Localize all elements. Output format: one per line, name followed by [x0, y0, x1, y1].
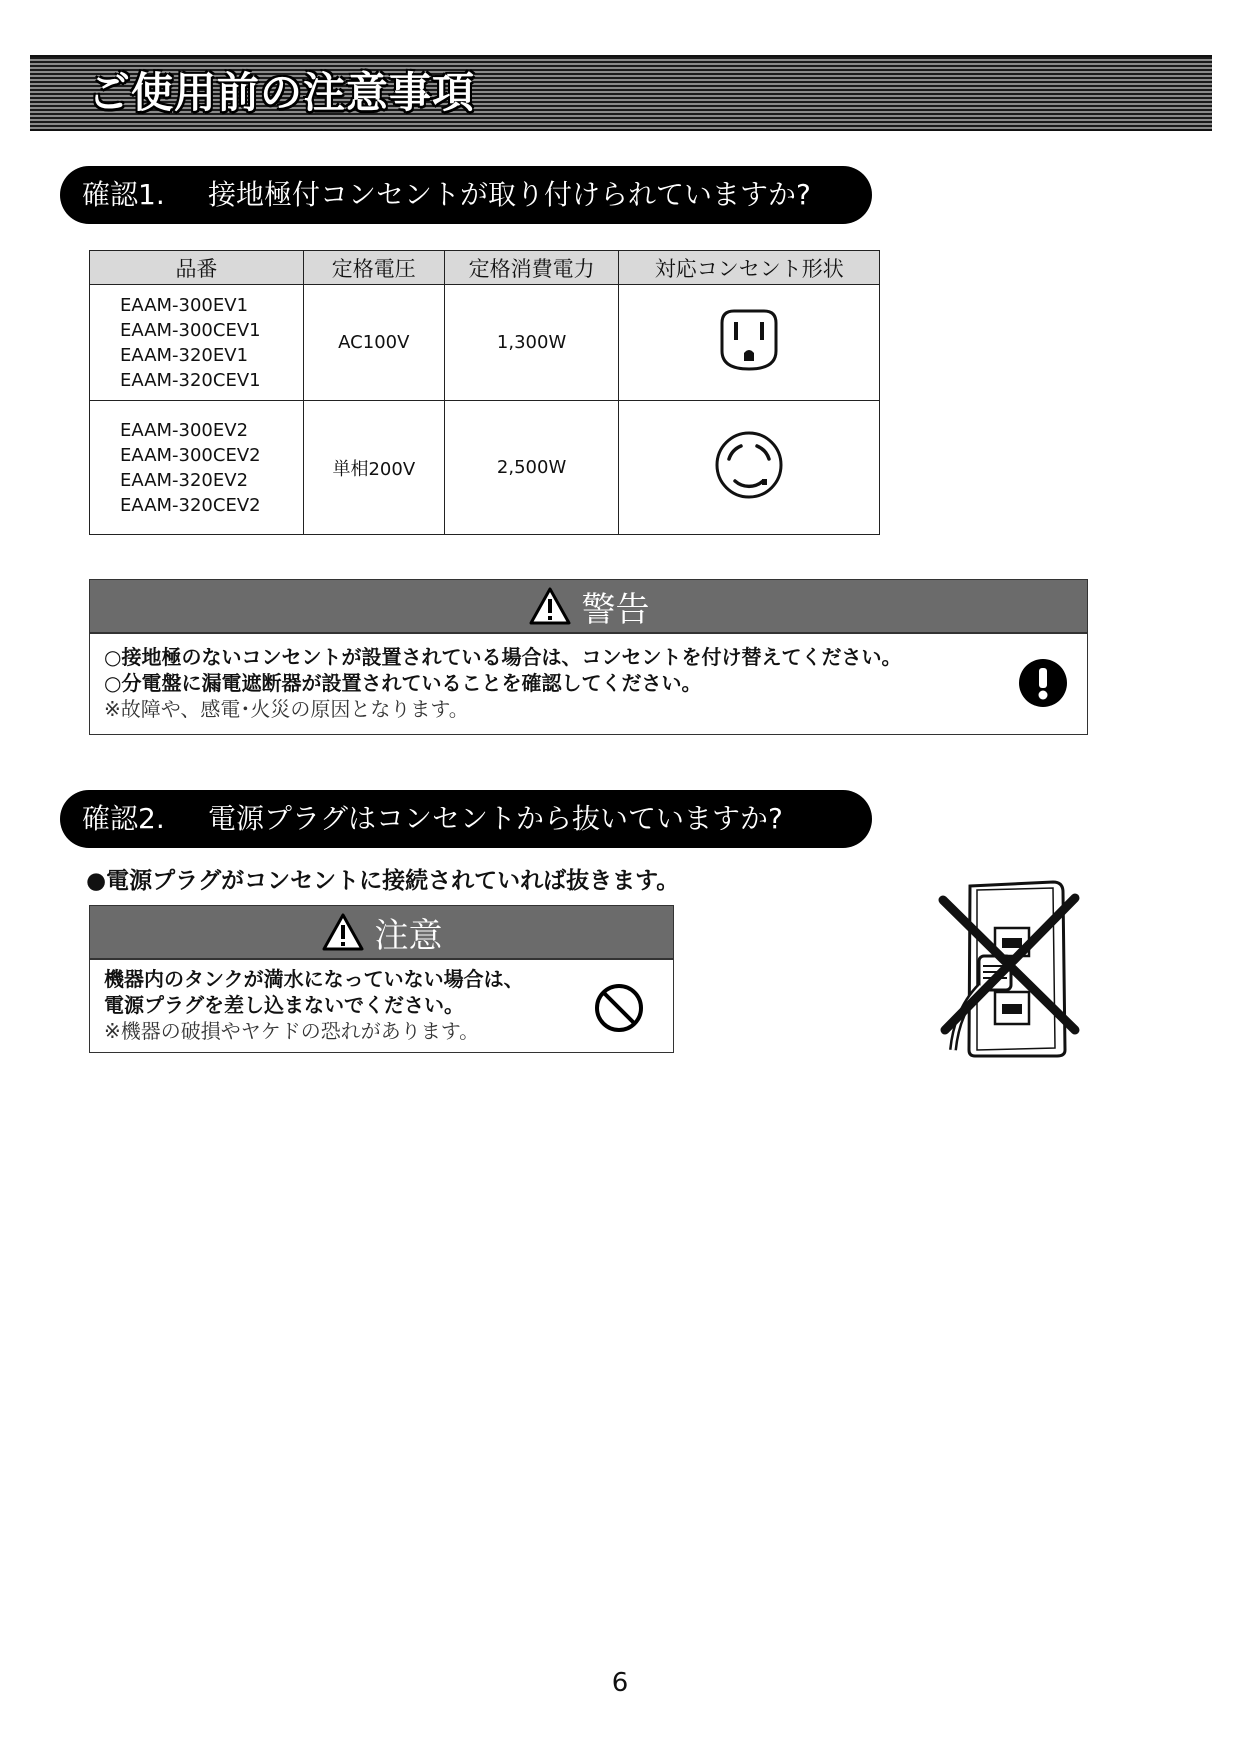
model-list [90, 285, 304, 401]
caution-box [89, 905, 674, 1053]
model-number: EAAM-300CEV2 [120, 444, 261, 466]
column-header-model: 品番 [90, 251, 304, 285]
warning-triangle-icon [528, 586, 572, 626]
warning-title: 警告 [581, 589, 650, 630]
model-list [90, 401, 304, 535]
rated-power: 2,500W [444, 401, 619, 535]
do-not-plug-in-illustration [935, 880, 1085, 1060]
warning-box [89, 579, 1088, 735]
model-number: EAAM-300CEV1 [120, 319, 261, 341]
rated-power: 1,300W [444, 285, 619, 401]
table-header-row [90, 251, 880, 285]
section2-heading [60, 790, 872, 848]
warning-triangle-icon [321, 912, 365, 952]
section1-question: 接地極付コンセントが取り付けられていますか? [208, 178, 811, 211]
column-header-voltage: 定格電圧 [303, 251, 444, 285]
caution-line: 機器内のタンクが満水になっていない場合は、 [104, 967, 524, 991]
warning-body [90, 634, 1087, 722]
caution-body [90, 960, 673, 1044]
caution-note: ※機器の破損やヤケドの恐れがあります。 [104, 1019, 480, 1043]
outlet-shape-cell [619, 285, 880, 401]
model-number: EAAM-320CEV2 [120, 494, 261, 516]
model-number: EAAM-300EV2 [120, 419, 249, 441]
section2-number: 確認2. [82, 802, 165, 835]
warning-header [90, 580, 1087, 634]
model-number: EAAM-300EV1 [120, 294, 249, 316]
caution-title: 注意 [374, 915, 443, 956]
section1-number: 確認1. [82, 178, 165, 211]
model-number: EAAM-320CEV1 [120, 369, 261, 391]
warning-line: ○分電盤に漏電遮断器が設置されていることを確認してください。 [104, 671, 702, 695]
caution-header [90, 906, 673, 960]
grounded-outlet-100v-icon [714, 305, 784, 375]
page-header-band [30, 55, 1212, 131]
warning-line: ○接地極のないコンセントが設置されている場合は、コンセントを付け替えてください。 [104, 645, 902, 669]
caution-line: 電源プラグを差し込まないでください。 [104, 993, 464, 1017]
prohibited-icon [593, 982, 645, 1034]
column-header-power: 定格消費電力 [444, 251, 619, 285]
page-title: ご使用前の注意事項 [88, 68, 476, 117]
column-header-outlet: 対応コンセント形状 [619, 251, 880, 285]
rated-voltage: AC100V [303, 285, 444, 401]
model-number: EAAM-320EV2 [120, 469, 249, 491]
twist-lock-outlet-200v-icon [713, 429, 785, 501]
section1-heading [60, 166, 872, 224]
outlet-shape-cell [619, 401, 880, 535]
mandatory-exclamation-icon [1018, 658, 1068, 708]
warning-note: ※故障や、感電･火災の原因となります。 [104, 697, 469, 721]
rated-voltage: 単相200V [303, 401, 444, 535]
table-row [90, 401, 880, 535]
table-row [90, 285, 880, 401]
page-number: 6 [611, 1668, 629, 1698]
section2-question: 電源プラグはコンセントから抜いていますか? [208, 802, 783, 835]
section2-instruction: ●電源プラグがコンセントに接続されていれば抜きます。 [86, 868, 680, 894]
spec-table [89, 250, 880, 535]
model-number: EAAM-320EV1 [120, 344, 249, 366]
